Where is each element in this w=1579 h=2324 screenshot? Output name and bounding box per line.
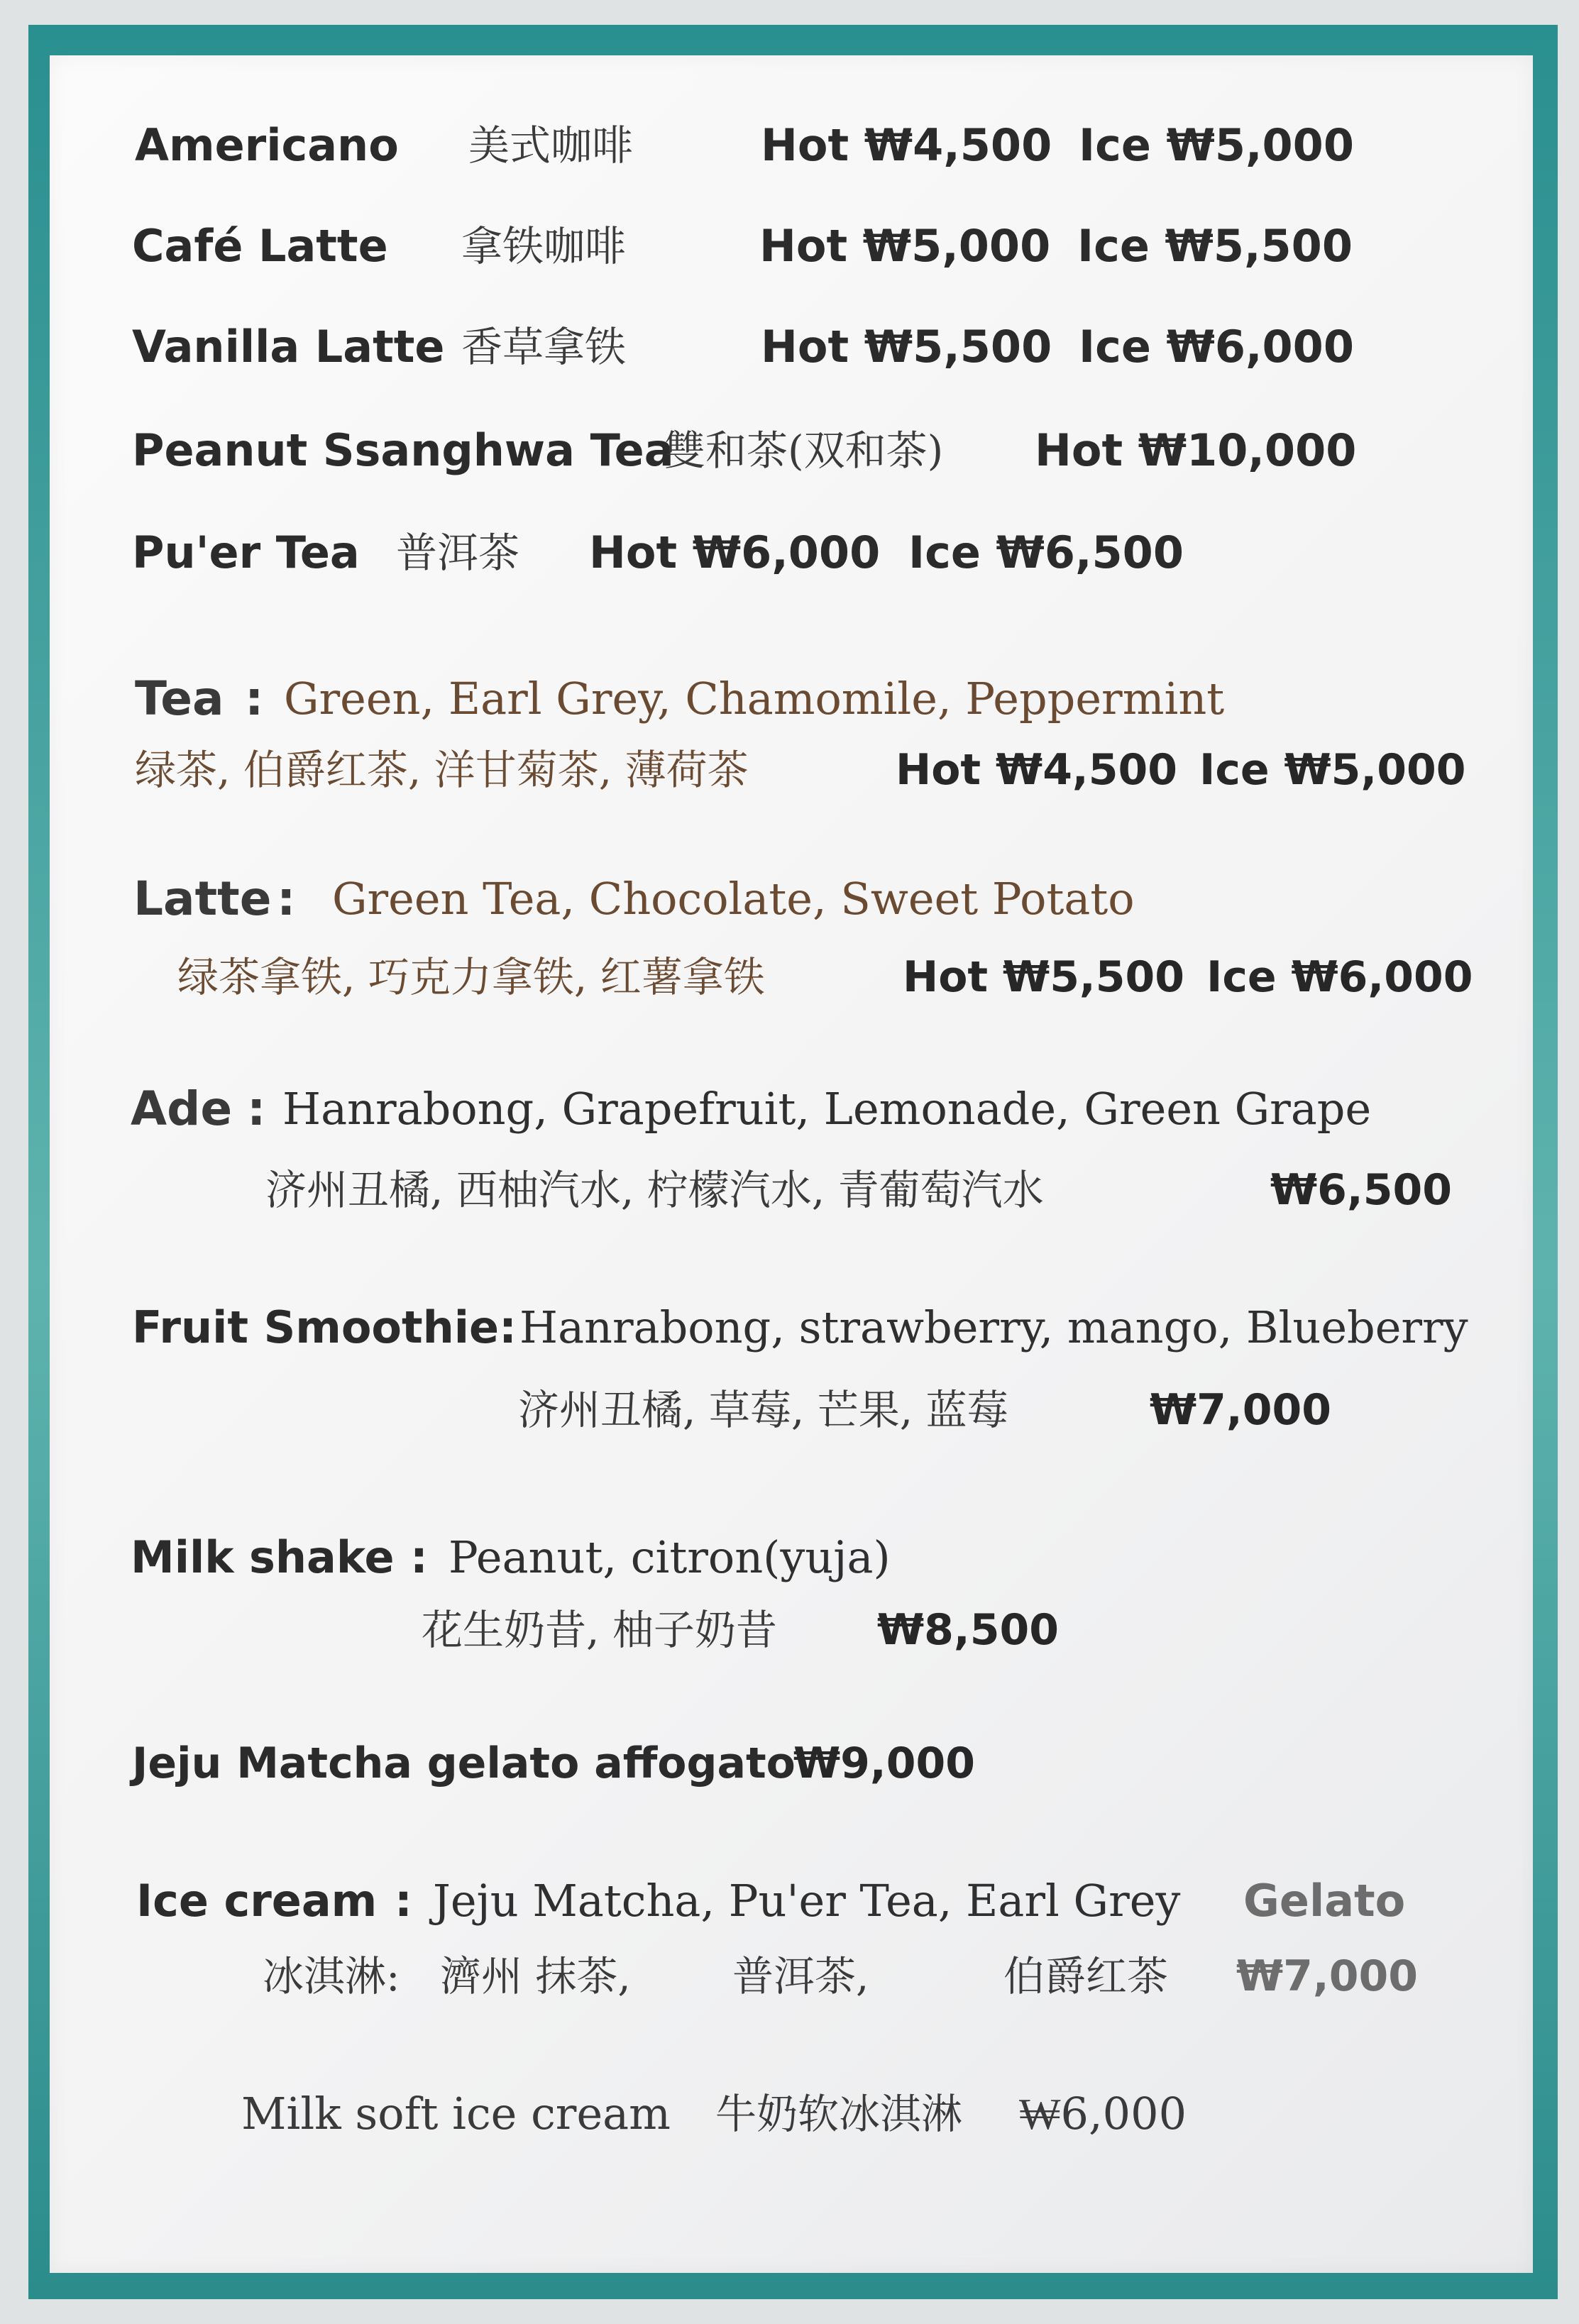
hot-price: Hot ₩4,500 (761, 119, 1052, 171)
flavors-en: Green, Earl Grey, Chamomile, Peppermint (284, 673, 1225, 725)
zh-flavor-2: 普洱茶, (732, 1952, 869, 2000)
item-name-zh: 香草拿铁 (461, 323, 627, 371)
menu-section-ice-cream (0, 1869, 1579, 1933)
item-name-en: Pu'er Tea (132, 527, 360, 578)
section-colon: : (410, 1531, 428, 1583)
menu-item-cafe-latte (0, 214, 1579, 278)
menu-item-puer-tea (0, 521, 1579, 585)
ice-price: Ice ₩6,000 (1079, 321, 1354, 373)
hot-price: Hot ₩5,000 (759, 220, 1051, 272)
menu-section-latte (0, 867, 1579, 931)
hot-price: Hot ₩5,500 (903, 952, 1184, 1002)
menu-item-americano (0, 114, 1579, 177)
item-name-en: Peanut Ssanghwa Tea (132, 424, 674, 476)
price: ₩6,500 (1270, 1165, 1452, 1215)
item-name-zh: 雙和茶(双和茶) (664, 426, 944, 475)
item-name-en: Vanilla Latte (132, 321, 445, 373)
menu-item-milk-soft-ice-cream (0, 2082, 1579, 2146)
flavors-en: Green Tea, Chocolate, Sweet Potato (332, 873, 1135, 925)
flavors-en: Peanut, citron(yuja) (449, 1531, 891, 1583)
section-label: Milk shake (131, 1531, 395, 1583)
ice-price: Ice ₩6,500 (908, 527, 1184, 578)
item-name-zh: 普洱茶 (396, 529, 520, 577)
item-name-zh: 牛奶软冰淇淋 (715, 2090, 963, 2138)
section-colon: : (395, 1875, 412, 1927)
menu-section-ade-zh (0, 1158, 1579, 1222)
price: ₩6,000 (1019, 2088, 1187, 2139)
zh-flavor-1: 濟州 抹茶, (440, 1952, 631, 2000)
menu-item-peanut-ssanghwa-tea (0, 419, 1579, 483)
price: ₩9,000 (793, 1739, 975, 1788)
menu-section-ade (0, 1077, 1579, 1141)
item-name-en: Milk soft ice cream (241, 2088, 671, 2139)
flavors-en: Hanrabong, Grapefruit, Lemonade, Green Grape (282, 1083, 1372, 1135)
section-label: Fruit Smoothie: (132, 1301, 517, 1353)
gelato-label: Gelato (1243, 1875, 1406, 1927)
flavors-en: Hanrabong, strawberry, mango, Blueberry (519, 1301, 1468, 1353)
menu-section-tea-zh (0, 738, 1579, 802)
hot-price: Hot ₩6,000 (589, 527, 881, 578)
flavors-zh: 绿茶, 伯爵红茶, 洋甘菊茶, 薄荷茶 (135, 746, 749, 794)
menu-item-affogato (0, 1731, 1579, 1795)
flavors-en: Jeju Matcha, Pu'er Tea, Earl Grey (433, 1875, 1181, 1927)
menu-section-latte-zh (0, 945, 1579, 1009)
item-name-en: Café Latte (132, 220, 388, 272)
section-label: Ade (131, 1081, 233, 1136)
hot-price: Hot ₩4,500 (896, 745, 1177, 795)
hot-price: Hot ₩10,000 (1035, 424, 1357, 476)
flavors-zh: 济州丑橘, 西柚汽水, 柠檬汽水, 青葡萄汽水 (265, 1166, 1044, 1214)
price: ₩7,000 (1150, 1385, 1331, 1435)
menu-section-tea (0, 667, 1579, 731)
section-label: Tea (135, 671, 224, 726)
menu-item-vanilla-latte (0, 315, 1579, 379)
hot-price: Hot ₩5,500 (761, 321, 1052, 373)
section-label: Latte (133, 871, 272, 926)
item-name-zh: 美式咖啡 (468, 121, 634, 170)
section-colon: : (247, 1081, 266, 1136)
section-colon: : (277, 871, 296, 926)
ice-price: Ice ₩5,500 (1077, 220, 1353, 272)
menu-section-milk-shake (0, 1526, 1579, 1590)
flavors-zh: 花生奶昔, 柚子奶昔 (422, 1606, 777, 1654)
menu-section-ice-cream-zh (0, 1944, 1579, 2008)
item-name-zh: 拿铁咖啡 (461, 222, 627, 270)
section-colon: : (245, 671, 264, 726)
menu-section-fruit-smoothie-zh (0, 1378, 1579, 1442)
ice-price: Ice ₩5,000 (1199, 745, 1466, 795)
item-name-en: Americano (135, 119, 399, 171)
ice-price: Ice ₩6,000 (1206, 952, 1473, 1002)
zh-flavor-3: 伯爵红茶 (1003, 1952, 1169, 2000)
menu-section-fruit-smoothie (0, 1296, 1579, 1360)
flavors-zh: 济州丑橘, 草莓, 芒果, 蓝莓 (518, 1386, 1008, 1434)
item-name-en: Jeju Matcha gelato affogato (132, 1739, 796, 1788)
price: ₩7,000 (1236, 1951, 1418, 2001)
price: ₩8,500 (877, 1605, 1059, 1655)
menu-section-milk-shake-zh (0, 1598, 1579, 1662)
flavors-zh: 绿茶拿铁, 巧克力拿铁, 红薯拿铁 (177, 953, 765, 1001)
zh-prefix: 冰淇淋: (263, 1952, 400, 2000)
ice-price: Ice ₩5,000 (1079, 119, 1354, 171)
section-label: Ice cream (136, 1875, 378, 1927)
